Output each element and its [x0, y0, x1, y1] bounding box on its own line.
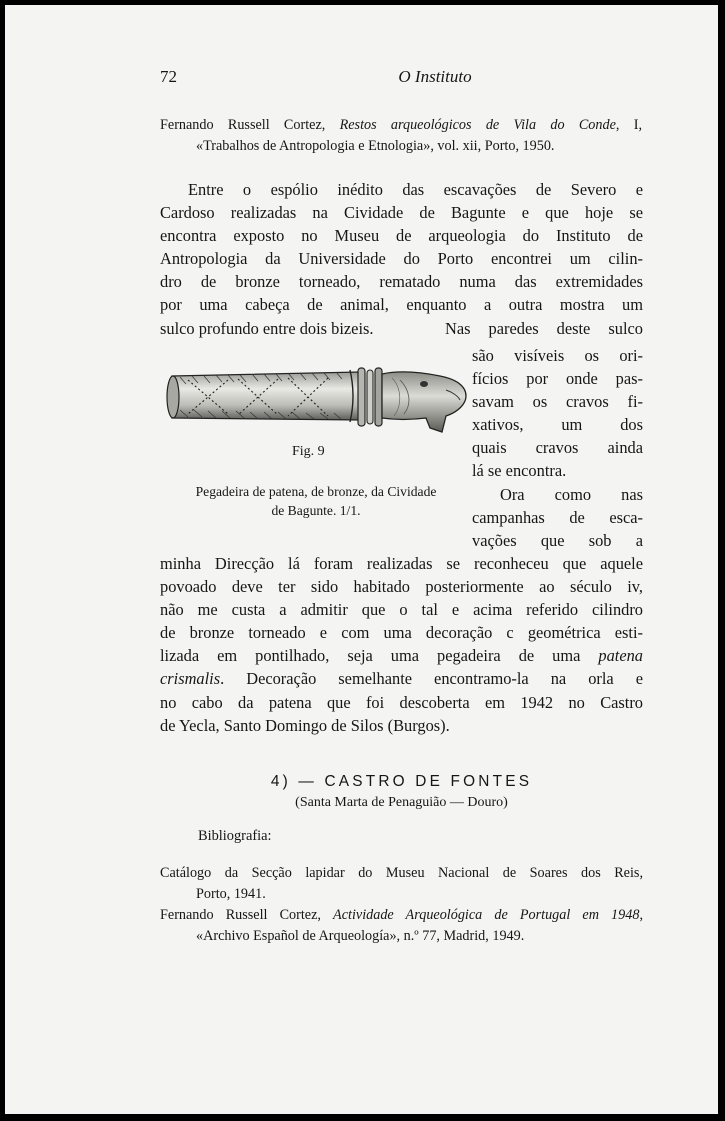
bibliography-entry-2-title: Actividade Arqueológica de Portugal em 1948 [333, 907, 640, 923]
figure-9 [160, 360, 472, 520]
bibliography-entry-2-line-2: «Archivo Español de Arqueología», n.º 77, Madrid, 1949. [196, 928, 525, 944]
figure-label: Fig. 9 [292, 444, 325, 459]
top-reference-line-1 [160, 115, 642, 136]
wrap-line: quais cravos ainda [472, 438, 643, 458]
top-reference [160, 115, 642, 157]
top-reference-after-title: , I, [615, 117, 642, 133]
text-line: dro de bronze torneado, rematado numa das extremidades [160, 272, 643, 292]
wrap-line: lá se encontra. [472, 461, 567, 481]
main-paragraph-bottom [160, 552, 643, 737]
text-line: Antropologia da Universidade do Porto encontrei um cilin- [160, 249, 643, 269]
text-line-with-italic [160, 667, 643, 690]
italic-patena: patena [598, 646, 643, 666]
text-line: de bronze torneado e com uma decoração c geométrica esti- [160, 623, 643, 643]
text-line: por uma cabeça de animal, enquanto a outra mostra um [160, 295, 643, 315]
split-left-text: sulco profundo entre dois bizeis. [160, 318, 374, 338]
wrap-line: fícios por onde pas- [472, 369, 643, 389]
wrap-line: savam os cravos fi- [472, 392, 643, 412]
figure-caption-line-2: de Bagunte. 1/1. [271, 503, 361, 518]
wrap-line: são visíveis os ori- [472, 346, 643, 365]
wrap-line: Ora como nas [500, 484, 643, 504]
wrap-line: xativos, um dos [472, 415, 643, 435]
bibliography-entry-2-after-title: , [639, 907, 643, 923]
page-header [160, 67, 650, 91]
bronze-cylinder-illustration [160, 360, 472, 442]
wrap-column [472, 344, 643, 552]
wrap-line: campanhas de esca- [472, 507, 643, 527]
top-reference-author: Fernando Russell Cortez, [160, 117, 340, 133]
text-line: Entre o espólio inédito das escavações de Severo e [188, 180, 643, 199]
page [5, 5, 718, 1114]
text-line-with-italic [160, 644, 643, 667]
bibliography-entry-2-line-1 [160, 905, 643, 926]
split-right-text: Nas paredes deste sulco [445, 318, 643, 338]
bibliography-list [160, 863, 643, 947]
figure-caption [160, 482, 472, 520]
top-reference-title: Restos arqueológicos de Vila do Conde [339, 117, 616, 133]
top-reference-line-2: «Trabalhos de Antropologia e Etnologia», vol. xii, Porto, 1950. [196, 138, 555, 154]
figure-caption-line-1: Pegadeira de patena, de bronze, da Cividade [195, 484, 437, 499]
bibliography-label: Bibliografia: [198, 828, 272, 844]
wrap-line: vações que sob a [472, 530, 643, 550]
text-segment: . Decoração semelhante encontramo-la na orla e [220, 669, 643, 689]
bibliography-entry-1-line-2: Porto, 1941. [196, 886, 266, 902]
section-subheading: (Santa Marta de Penaguião — Douro) [295, 795, 508, 810]
italic-crismalis: crismalis [160, 669, 221, 689]
text-line: de Yecla, Santo Domingo de Silos (Burgos). [160, 715, 450, 735]
main-paragraph-top [160, 178, 643, 340]
text-line: Cardoso realizadas na Cividade de Bagunte e que hoje se [160, 203, 643, 223]
text-line: povoado deve ter sido habitado posteriormente ao século iv, [160, 577, 643, 597]
running-title: O Instituto [398, 67, 472, 86]
text-line: no cabo da patena que foi descoberta em 1942 no Castro [160, 692, 643, 712]
bibliography-entry-2-author: Fernando Russell Cortez, [160, 907, 334, 923]
text-line: minha Direcção lá foram realizadas se reconheceu que aquele [160, 554, 643, 573]
section-heading: 4) — CASTRO DE FONTES [270, 773, 533, 790]
text-line: não me custa a admitir que o tal e acima referido cilindro [160, 600, 643, 620]
page-number: 72 [160, 67, 177, 86]
text-line-split [160, 317, 643, 340]
text-segment: lizada em pontilhado, seja uma pegadeira de uma [160, 646, 599, 666]
text-line: encontra exposto no Museu de arqueologia do Instituto de [160, 226, 643, 246]
bibliography-entry-1-line-1: Catálogo da Secção lapidar do Museu Nacional de Soares dos Reis, [160, 865, 643, 881]
